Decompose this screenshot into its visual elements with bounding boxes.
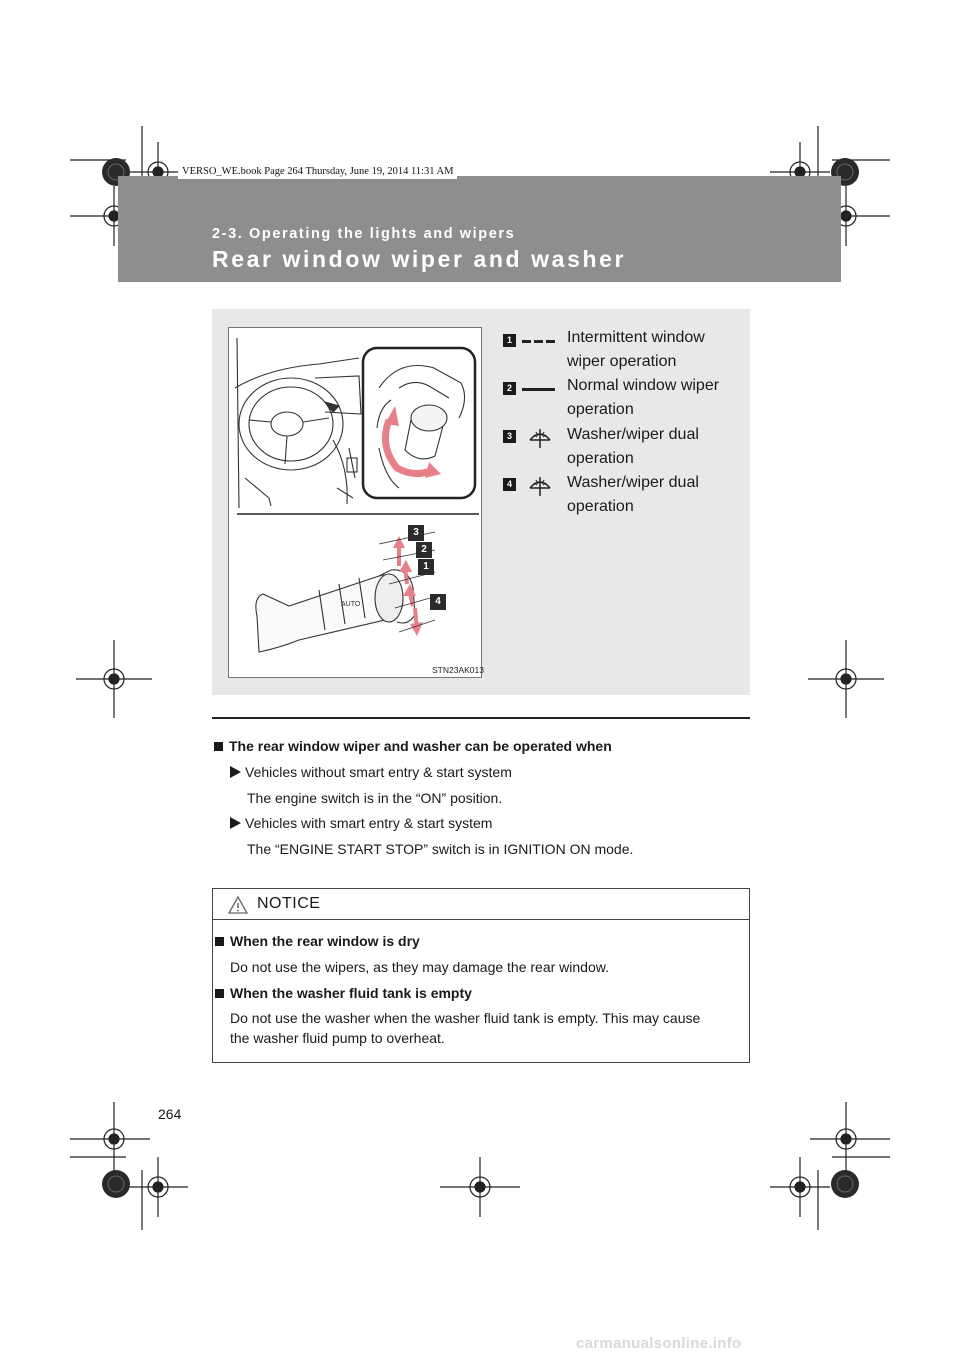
dashboard-and-lever-drawing (229, 328, 481, 677)
legend-2-line2: operation (567, 401, 634, 418)
book-print-header: VERSO_WE.book Page 264 Thursday, June 19, 2014 11:31 AM (178, 164, 457, 179)
intermittent-wiper-icon (522, 338, 556, 346)
washer-wiper-icon (526, 474, 554, 498)
legend-3-line2: operation (567, 450, 634, 467)
legend-2-line1: Normal window wiper (567, 377, 720, 394)
legend-2-text (567, 374, 728, 422)
legend-4-text (567, 471, 728, 519)
crosshair-right-mid-icon (808, 640, 884, 718)
crosshair-bottom-center-icon (440, 1157, 520, 1217)
square-bullet-icon (215, 937, 224, 946)
square-bullet-icon (215, 989, 224, 998)
notice-title: NOTICE (257, 895, 321, 912)
legend-4-line2: operation (567, 498, 634, 515)
notice-box (212, 888, 750, 1063)
notice-header (213, 889, 749, 920)
legend-3-badge: 3 (503, 430, 516, 443)
notice-item-1-body: Do not use the wipers, as they may damage the rear window. (230, 959, 609, 975)
normal-wiper-icon (522, 386, 556, 394)
legend-1-badge: 1 (503, 334, 516, 347)
condition-item-2-detail: The “ENGINE START STOP” switch is in IGNITION ON mode. (247, 841, 634, 857)
washer-wiper-icon (526, 426, 554, 450)
page-title: Rear window wiper and washer (212, 246, 627, 272)
crosshair-left-lower-icon (70, 1102, 150, 1176)
legend-1-line1: Intermittent window (567, 329, 705, 346)
legend-1-text (567, 326, 728, 374)
color-bar-circle-bottom-right-icon (831, 1170, 859, 1198)
callout-2-badge: 2 (416, 542, 432, 558)
crosshair-bottom-right-icon (770, 1157, 830, 1217)
legend-3-text (567, 423, 728, 471)
triangle-bullet-icon (230, 766, 241, 778)
condition-item-2-label: Vehicles with smart entry & start system (230, 815, 492, 831)
crosshair-bottom-left-icon (128, 1157, 188, 1217)
watermark: carmanualsonline.info (576, 1335, 742, 1352)
warning-triangle-icon (227, 895, 249, 915)
square-bullet-icon (214, 742, 223, 751)
condition-item-1-detail: The engine switch is in the “ON” position. (247, 790, 503, 806)
wiper-lever-illustration (228, 327, 482, 678)
legend-4-line1: Washer/wiper dual (567, 474, 699, 491)
section-divider (212, 717, 750, 719)
callout-4-badge: 4 (430, 594, 446, 610)
legend-1-line2: wiper operation (567, 353, 677, 370)
condition-item-1-label: Vehicles without smart entry & start system (230, 764, 512, 780)
svg-text:AUTO: AUTO (341, 601, 361, 608)
color-bar-circle-bottom-left-icon (102, 1170, 130, 1198)
notice-item-2-body-line1: Do not use the washer when the washer fluid tank is empty. This may cause (230, 1010, 701, 1026)
crosshair-right-lower-icon (810, 1102, 890, 1176)
conditions-heading: The rear window wiper and washer can be operated when (214, 738, 612, 754)
triangle-bullet-icon (230, 817, 241, 829)
notice-item-2-heading: When the washer fluid tank is empty (215, 983, 472, 1004)
legend-2-badge: 2 (503, 382, 516, 395)
notice-item-1-heading: When the rear window is dry (215, 931, 420, 952)
callout-1-badge: 1 (418, 559, 434, 575)
figure-code: STN23AK013 (432, 665, 484, 675)
legend-3-line1: Washer/wiper dual (567, 426, 699, 443)
crosshair-left-mid-icon (76, 640, 152, 718)
page-number: 264 (158, 1106, 182, 1122)
section-label: 2-3. Operating the lights and wipers (212, 226, 516, 242)
callout-3-badge: 3 (408, 525, 424, 541)
legend-4-badge: 4 (503, 478, 516, 491)
notice-item-2-body-line2: the washer fluid pump to overheat. (230, 1030, 445, 1046)
